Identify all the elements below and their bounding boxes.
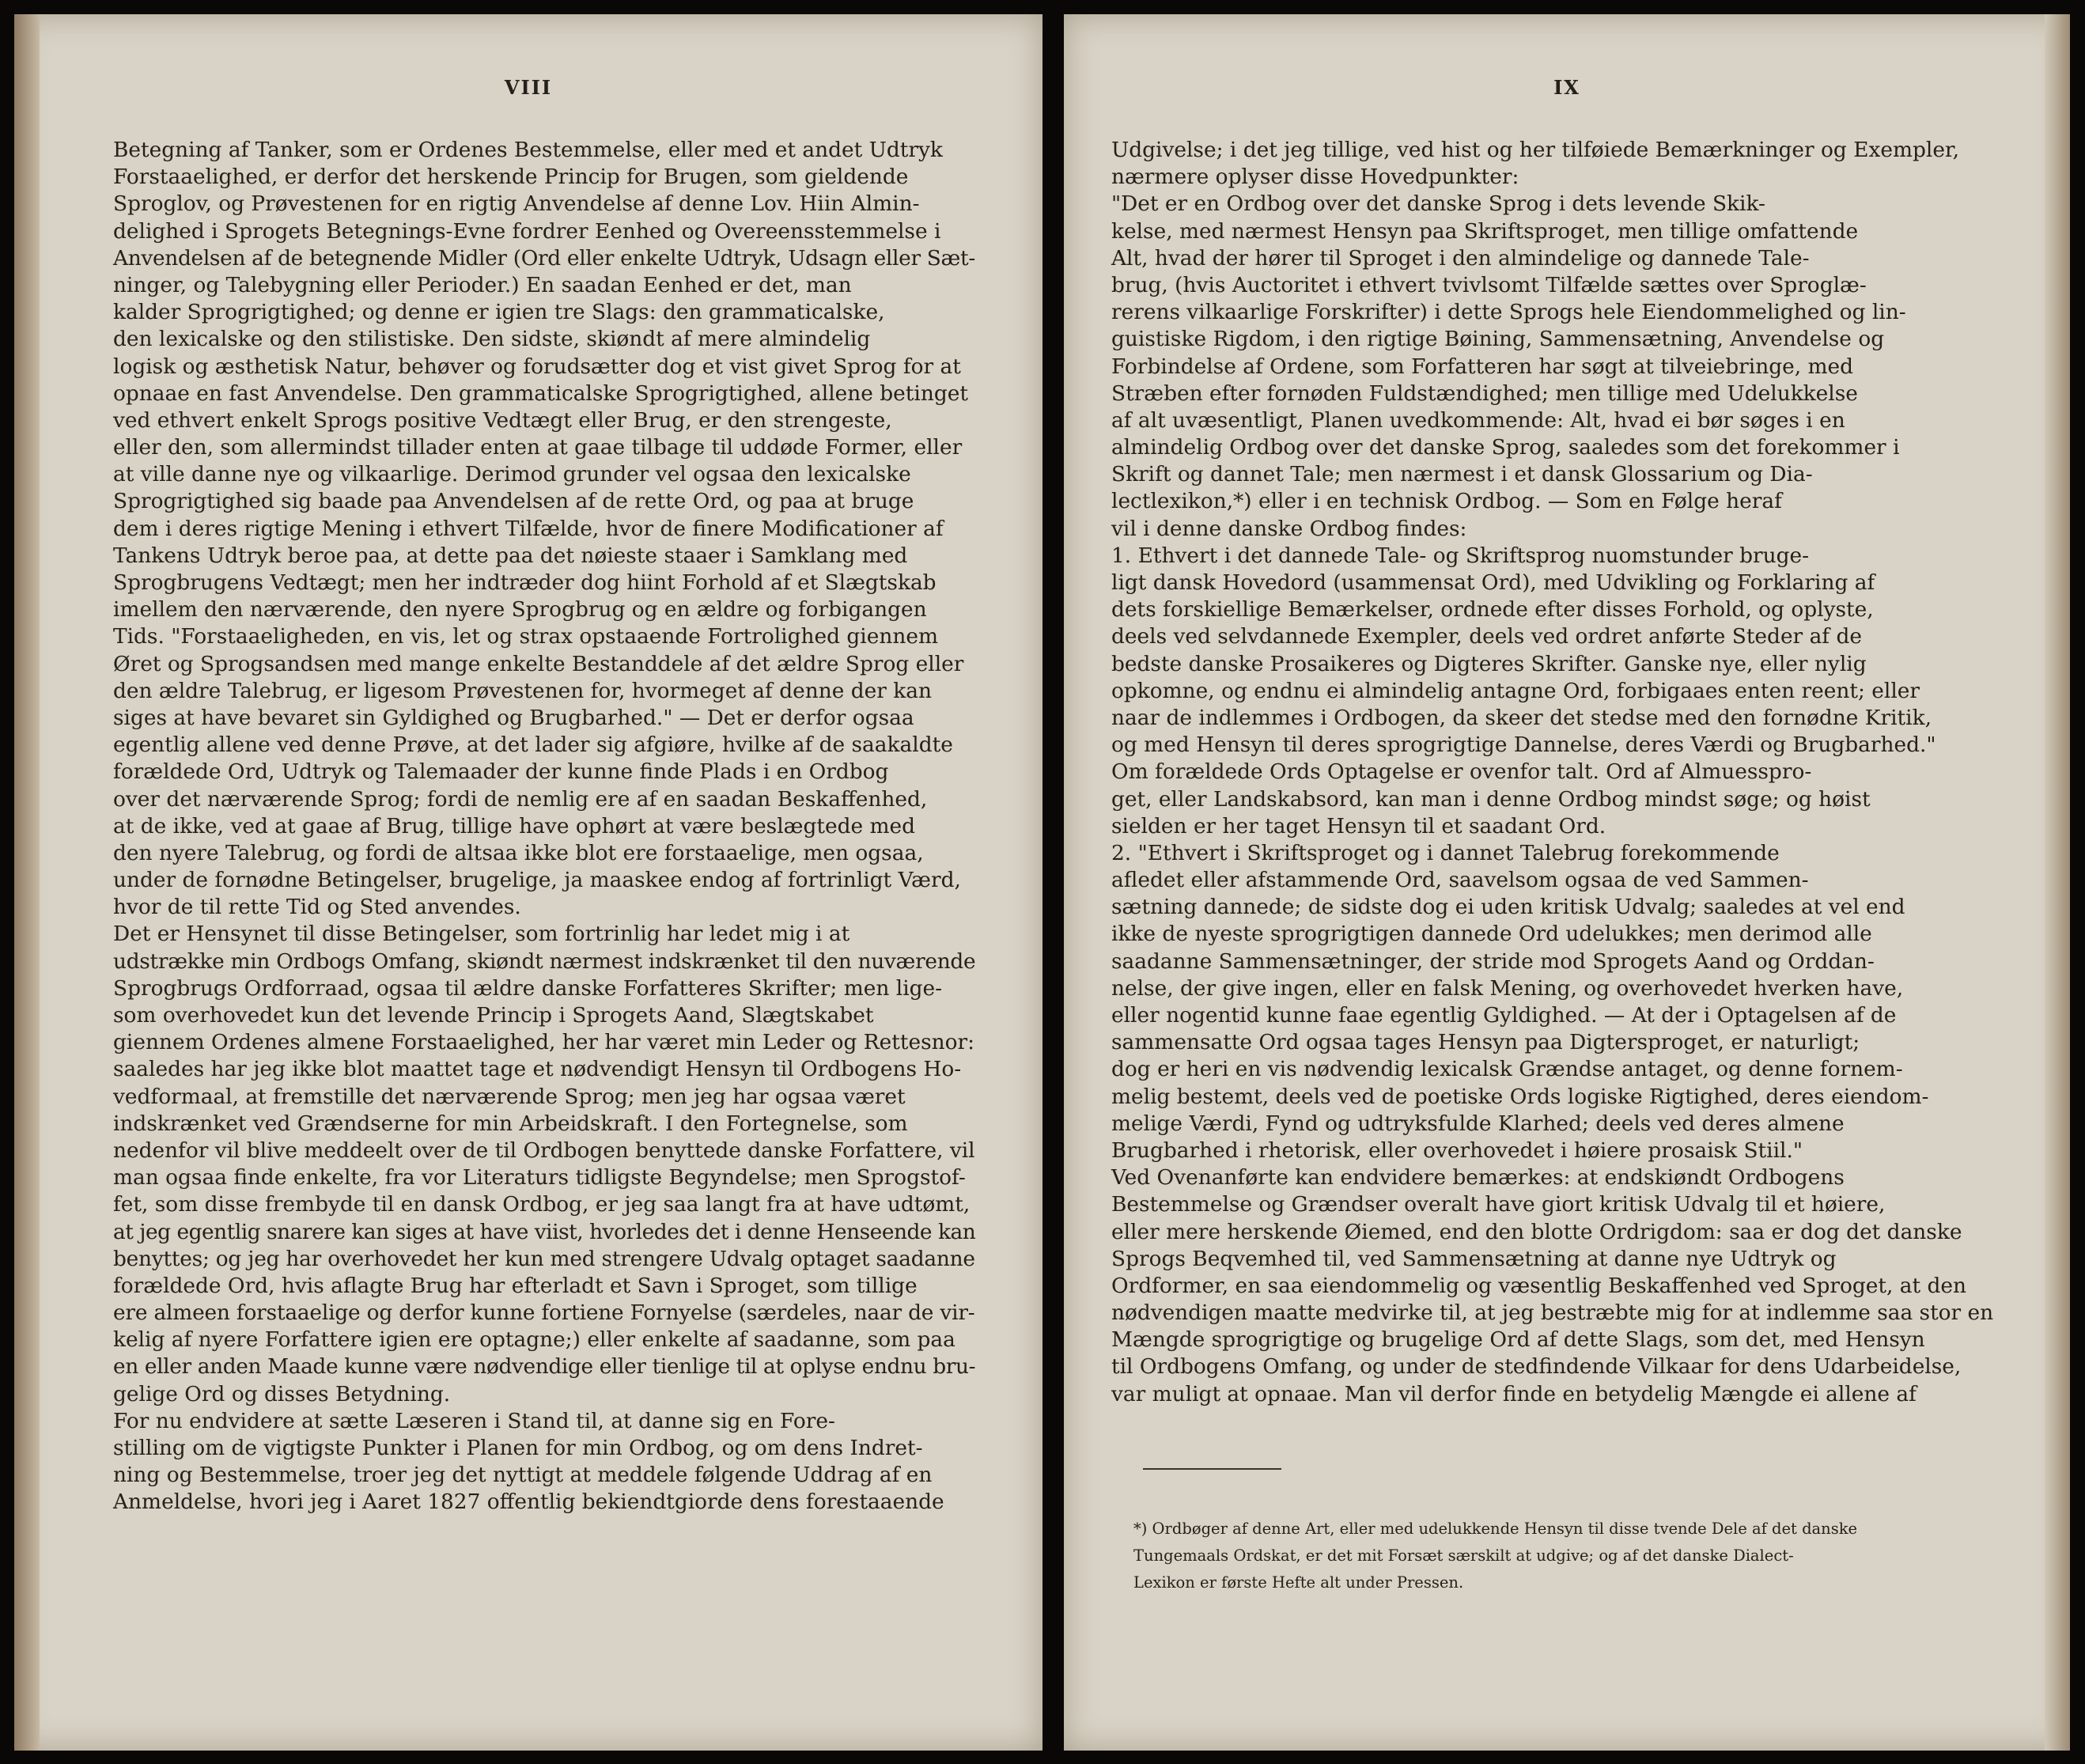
text-line: kalder Sprogrigtighed; og denne er igien tre Slags: den grammaticalske, <box>113 300 885 325</box>
text-line: ikke de nyeste sprogrigtigen dannede Ord udelukkes; men derimod alle <box>1111 922 1872 947</box>
text-line: man ogsaa finde enkelte, fra vor Literaturs tidligste Begyndelse; men Sprogstof- <box>113 1165 966 1191</box>
text-line: saaledes har jeg ikke blot maattet tage et nødvendigt Hensyn til Ordbogens Ho- <box>113 1057 962 1082</box>
text-line: forældede Ord, hvis aflagte Brug har efterladt et Savn i Sproget, som tillige <box>113 1273 918 1298</box>
text-line: Sproglov, og Prøvestenen for en rigtig Anvendelse af denne Lov. Hiin Almin- <box>113 191 920 217</box>
text-line: 1. Ethvert i det dannede Tale- og Skriftsprog nuomstunder bruge- <box>1111 543 1810 568</box>
text-line: til Ordbogens Omfang, og under de stedfindende Vilkaar for dens Udarbeidelse, <box>1111 1354 1962 1380</box>
text-line: dets forskiellige Bemærkelser, ordnede efter disses Forhold, og oplyste, <box>1111 597 1874 623</box>
text-line: kelig af nyere Forfattere igien ere optagne;) eller enkelte af saadanne, som paa <box>113 1327 955 1353</box>
body-text <box>113 137 975 1516</box>
text-line: eller den, som allermindst tillader enten at gaae tilbage til uddøde Former, eller <box>113 435 963 460</box>
text-line: brug, (hvis Auctoritet i ethvert tvivlsomt Tilfælde sættes over Sproglæ- <box>1111 272 1867 297</box>
text-line: Sprogbrugs Ordforraad, ogsaa til ældre danske Forfatteres Skrifter; men lige- <box>113 975 943 1001</box>
text-line: ere almeen forstaaelige og derfor kunne fortiene Fornyelse (særdeles, naar de vir- <box>113 1300 975 1326</box>
text-line: guistiske Rigdom, i den rigtige Bøining, Sammensætning, Anvendelse og <box>1111 327 1885 352</box>
text-line: af alt uvæsentligt, Planen uvedkommende: Alt, hvad ei bør søges i en <box>1111 407 1845 433</box>
text-line: lectlexikon,*) eller i en technisk Ordbog. — Som en Følge heraf <box>1111 489 1782 514</box>
text-line: Det er Hensynet til disse Betingelser, som fortrinlig har ledet mig i at <box>113 922 850 947</box>
text-line: kelse, med nærmest Hensyn paa Skriftsproget, men tillige omfattende <box>1111 218 1859 244</box>
text-line: benyttes; og jeg har overhovedet her kun med strengere Udvalg optaget saadanne <box>113 1246 975 1271</box>
text-line: som overhovedet kun det levende Princip i Sprogets Aand, Slægtskabet <box>113 1003 874 1028</box>
text-line: nelse, der give ingen, eller en falsk Mening, og overhovedet hverken have, <box>1111 975 1904 1001</box>
text-line: dem i deres rigtige Mening i ethvert Tilfælde, hvor de finere Modificationer af <box>113 516 944 541</box>
text-line: logisk og æsthetisk Natur, behøver og forudsætter dog et vist givet Sprog for at <box>113 354 961 379</box>
text-line: melig bestemt, deels ved de poetiske Ords logiske Rigtighed, deres eiendom- <box>1111 1084 1929 1109</box>
text-line: Forstaaelighed, er derfor det herskende Princip for Brugen, som gieldende <box>113 165 909 190</box>
text-line: egentlig allene ved denne Prøve, at det lader sig afgiøre, hvilke af de saakaldte <box>113 732 953 758</box>
text-line: eller nogentid kunne faae egentlig Gyldighed. — At der i Optagelsen af de <box>1111 1003 1897 1028</box>
page-edge <box>2045 14 2070 1751</box>
right-page <box>1064 14 2070 1751</box>
text-line: Brugbarhed i rhetorisk, eller overhovedet i høiere prosaisk Stiil." <box>1111 1138 1803 1163</box>
text-line: Skrift og dannet Tale; men nærmest i et dansk Glossarium og Dia- <box>1111 462 1813 487</box>
text-line: en eller anden Maade kunne være nødvendige eller tienlige til at oplyse endnu bru- <box>113 1354 976 1380</box>
text-line: Stræben efter fornøden Fuldstændighed; men tillige med Udelukkelse <box>1111 380 1858 406</box>
text-line: nedenfor vil blive meddeelt over de til Ordbogen benyttede danske Forfattere, vil <box>113 1138 975 1163</box>
text-line: at de ikke, ved at gaae af Brug, tillige have ophørt at være beslægtede med <box>113 813 916 838</box>
footnote-divider <box>1143 1468 1281 1470</box>
text-line: sætning dannede; de sidste dog ei uden kritisk Udvalg; saaledes at vel end <box>1111 895 1905 920</box>
text-line: rerens vilkaarlige Forskrifter) i dette Sprogs hele Eiendommelighed og lin- <box>1111 300 1906 325</box>
text-line: at ville danne nye og vilkaarlige. Derimod grunder vel ogsaa den lexicalske <box>113 462 911 487</box>
text-line: opkomne, og endnu ei almindelig antagne Ord, forbigaaes enten reent; eller <box>1111 678 1920 703</box>
text-line: bedste danske Prosaikeres og Digteres Skrifter. Ganske nye, eller nylig <box>1111 651 1867 676</box>
text-line: nødvendigen maatte medvirke til, at jeg bestræbte mig for at indlemme saa stor en <box>1111 1300 1994 1326</box>
text-line: den lexicalske og den stilistiske. Den sidste, skiøndt af mere almindelig <box>113 327 871 352</box>
text-line: ning og Bestemmelse, troer jeg det nyttigt at meddele følgende Uddrag af en <box>113 1463 933 1488</box>
text-line: Bestemmelse og Grændser overalt have giort kritisk Udvalg til et høiere, <box>1111 1192 1886 1217</box>
text-line: Tids. "Forstaaeligheden, en vis, let og strax opstaaende Fortrolighed giennem <box>113 624 938 649</box>
text-line: siges at have bevaret sin Gyldighed og Brugbarhed." — Det er derfor ogsaa <box>113 705 914 730</box>
text-line: giennem Ordenes almene Forstaaelighed, her har været min Leder og Rettesnor: <box>113 1030 974 1055</box>
text-line: Mængde sprogrigtige og brugelige Ord af dette Slags, som det, med Hensyn <box>1111 1327 1925 1353</box>
text-line: vedformaal, at fremstille det nærværende Sprog; men jeg har ogsaa været <box>113 1084 906 1109</box>
text-line: Lexikon er første Hefte alt under Pressen. <box>1133 1573 1464 1592</box>
text-line: Øret og Sprogsandsen med mange enkelte Bestanddele af det ældre Sprog eller <box>113 651 964 676</box>
text-line: under de fornødne Betingelser, brugelige, ja maaskee endog af fortrinligt Værd, <box>113 868 961 893</box>
text-line: Om forældede Ords Optagelse er ovenfor talt. Ord af Almuesspro- <box>1111 759 1812 785</box>
text-line: dog er heri en vis nødvendig lexicalsk Grændse antaget, og denne fornem- <box>1111 1057 1903 1082</box>
text-line: nærmere oplyser disse Hovedpunkter: <box>1111 165 1519 190</box>
text-line: 2. "Ethvert i Skriftsproget og i dannet Talebrug forekommende <box>1111 840 1780 865</box>
text-line: Alt, hvad der hører til Sproget i den almindelige og dannede Tale- <box>1111 245 1810 271</box>
text-line: opnaae en fast Anvendelse. Den grammaticalske Sprogrigtighed, allene betinget <box>113 380 968 406</box>
text-line: sielden er her taget Hensyn til et saadant Ord. <box>1111 813 1606 838</box>
text-line: afledet eller afstammende Ord, saavelsom ogsaa de ved Sammen- <box>1111 868 1809 893</box>
text-line: imellem den nærværende, den nyere Sprogbrug og en ældre og forbigangen <box>113 597 927 623</box>
text-line: vil i denne danske Ordbog findes: <box>1111 516 1467 541</box>
text-line: Ordformer, en saa eiendommelig og væsentlig Beskaffenhed ved Sproget, at den <box>1111 1273 1967 1298</box>
text-line: Anmeldelse, hvori jeg i Aaret 1827 offentlig bekiendtgiorde dens forestaaende <box>113 1490 944 1515</box>
page-number: IX <box>1553 76 1580 99</box>
text-line: ved ethvert enkelt Sprogs positive Vedtægt eller Brug, er den strengeste, <box>113 407 892 433</box>
text-line: over det nærværende Sprog; fordi de nemlig ere af en saadan Beskaffenhed, <box>113 786 928 812</box>
text-line: den nyere Talebrug, og fordi de altsaa ikke blot ere forstaaelige, men ogsaa, <box>113 840 924 865</box>
footnote <box>1133 1517 1857 1599</box>
text-line: ligt dansk Hovedord (usammensat Ord), med Udvikling og Forklaring af <box>1111 570 1875 595</box>
text-line: Tankens Udtryk beroe paa, at dette paa det nøieste staaer i Samklang med <box>113 543 908 568</box>
text-line: delighed i Sprogets Betegnings-Evne fordrer Eenhed og Overeensstemmelse i <box>113 218 941 244</box>
text-line: Sprogs Beqvemhed til, ved Sammensætning at danne nye Udtryk og <box>1111 1246 1837 1271</box>
left-page <box>14 14 1042 1751</box>
text-line: fet, som disse frembyde til en dansk Ordbog, er jeg saa langt fra at have udtømt, <box>113 1192 971 1217</box>
body-text <box>1111 137 1993 1408</box>
text-line: ninger, og Talebygning eller Perioder.) En saadan Eenhed er det, man <box>113 272 852 297</box>
text-line: den ældre Talebrug, er ligesom Prøvestenen for, hvormeget af denne der kan <box>113 678 932 703</box>
text-line: indskrænket ved Grændserne for min Arbeidskraft. I den Fortegnelse, som <box>113 1111 908 1136</box>
text-line: melige Værdi, Fynd og udtryksfulde Klarhed; deels ved deres almene <box>1111 1111 1845 1136</box>
text-line: udstrække min Ordbogs Omfang, skiøndt nærmest indskrænket til den nuværende <box>113 948 976 974</box>
text-line: *) Ordbøger af denne Art, eller med udelukkende Hensyn til disse tvende Dele af det danske <box>1133 1520 1858 1538</box>
text-line: sammensatte Ord ogsaa tages Hensyn paa Digtersproget, er naturligt; <box>1111 1030 1860 1055</box>
text-line: Betegning af Tanker, som er Ordenes Bestemmelse, eller med et andet Udtryk <box>113 138 943 162</box>
text-line: Sprogrigtighed sig baade paa Anvendelsen af de rette Ord, og paa at bruge <box>113 489 914 514</box>
text-line: "Det er en Ordbog over det danske Sprog i dets levende Skik- <box>1111 191 1765 217</box>
text-line: Tungemaals Ordskat, er det mit Forsæt særskilt at udgive; og af det danske Dialect- <box>1133 1546 1794 1565</box>
text-line: almindelig Ordbog over det danske Sprog, saaledes som det forekommer i <box>1111 435 1900 460</box>
text-line: eller mere herskende Øiemed, end den blotte Ordrigdom: saa er dog det danske <box>1111 1219 1962 1244</box>
text-line: get, eller Landskabsord, kan man i denne Ordbog mindst søge; og høist <box>1111 786 1871 812</box>
text-line: forældede Ord, Udtryk og Talemaader der kunne finde Plads i en Ordbog <box>113 759 889 785</box>
text-line: Udgivelse; i det jeg tillige, ved hist og her tilføiede Bemærkninger og Exempler, <box>1111 138 1960 162</box>
page-number: VIII <box>504 76 553 99</box>
text-line: naar de indlemmes i Ordbogen, da skeer det stedse med den fornødne Kritik, <box>1111 705 1932 730</box>
text-line: For nu endvidere at sætte Læseren i Stand til, at danne sig en Fore- <box>113 1408 835 1433</box>
text-line: var muligt at opnaae. Man vil derfor finde en betydelig Mængde ei allene af <box>1111 1381 1917 1406</box>
text-line: Sprogbrugens Vedtægt; men her indtræder dog hiint Forhold af et Slægtskab <box>113 570 937 595</box>
page-edge <box>14 14 40 1751</box>
text-line: Anvendelsen af de betegnende Midler (Ord eller enkelte Udtryk, Udsagn eller Sæt- <box>113 245 975 271</box>
text-line: Forbindelse af Ordene, som Forfatteren har søgt at tilveiebringe, med <box>1111 354 1854 379</box>
text-line: hvor de til rette Tid og Sted anvendes. <box>113 895 521 920</box>
text-line: Ved Ovenanførte kan endvidere bemærkes: at endskiøndt Ordbogens <box>1111 1165 1845 1191</box>
text-line: saadanne Sammensætninger, der stride mod Sprogets Aand og Orddan- <box>1111 948 1875 974</box>
text-line: deels ved selvdannede Exempler, deels ved ordret anførte Steder af de <box>1111 624 1862 649</box>
text-line: at jeg egentlig snarere kan siges at have viist, hvorledes det i denne Henseende kan <box>113 1219 976 1244</box>
text-line: stilling om de vigtigste Punkter i Planen for min Ordbog, og om dens Indret- <box>113 1436 923 1460</box>
text-line: gelige Ord og disses Betydning. <box>113 1381 451 1406</box>
text-line: og med Hensyn til deres sprogrigtige Dannelse, deres Værdi og Brugbarhed." <box>1111 732 1936 758</box>
